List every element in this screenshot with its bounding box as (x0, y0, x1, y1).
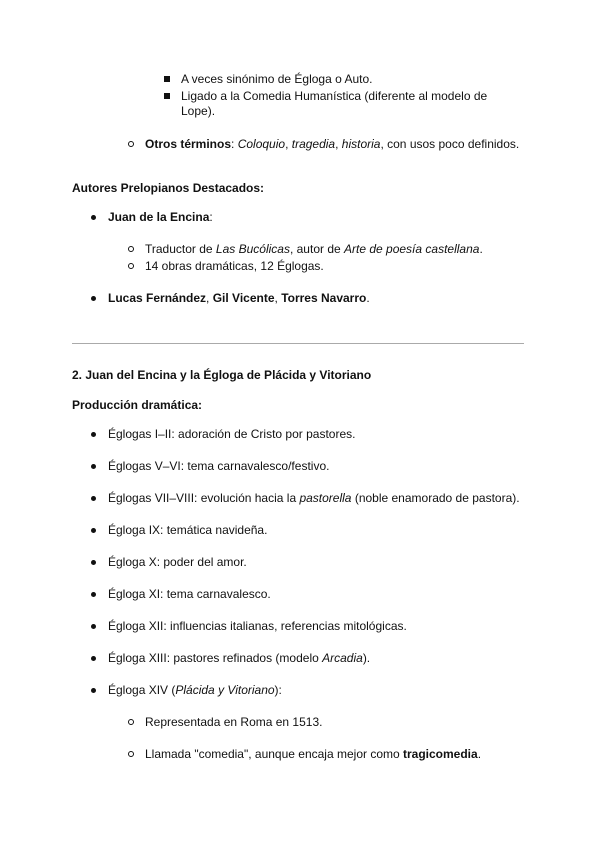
disc-bullet-icon (91, 688, 96, 693)
list-item: Representada en Roma en 1513. (145, 715, 323, 729)
disc-bullet-icon (91, 624, 96, 629)
disc-bullet-icon (91, 432, 96, 437)
disc-bullet-icon (91, 296, 96, 301)
circle-bullet-icon (128, 141, 134, 147)
section-title: 2. Juan del Encina y la Égloga de Plácida y Vitoriano (72, 368, 372, 382)
square-bullet-icon (164, 76, 170, 82)
list-item: Égloga IX: temática navideña. (108, 523, 268, 537)
list-item: Églogas VII–VIII: evolución hacia la pastorella (noble enamorado de pastora). (108, 491, 520, 505)
list-item: A veces sinónimo de Égloga o Auto. (181, 72, 373, 86)
list-item: Égloga XIII: pastores refinados (modelo Arcadia). (108, 651, 371, 665)
otros-terminos-item: Otros términos: Coloquio, tragedia, historia, con usos poco definidos. (145, 137, 520, 151)
circle-bullet-icon (128, 751, 134, 757)
disc-bullet-icon (91, 528, 96, 533)
list-item: Juan de la Encina: (108, 210, 213, 224)
square-bullet-icon (164, 93, 170, 99)
list-item: Traductor de Las Bucólicas, autor de Arte de poesía castellana. (145, 242, 483, 256)
list-item: Églogas V–VI: tema carnavalesco/festivo. (108, 459, 330, 473)
circle-bullet-icon (128, 263, 134, 269)
horizontal-divider (72, 343, 524, 344)
disc-bullet-icon (91, 464, 96, 469)
list-item: Égloga XII: influencias italianas, referencias mitológicas. (108, 619, 407, 633)
subheading: Producción dramática: (72, 398, 203, 412)
disc-bullet-icon (91, 560, 96, 565)
list-item: 14 obras dramáticas, 12 Églogas. (145, 259, 324, 273)
section-heading: Autores Prelopianos Destacados: (72, 181, 265, 195)
list-item: Églogas I–II: adoración de Cristo por pastores. (108, 427, 356, 441)
circle-bullet-icon (128, 246, 134, 252)
list-item: Égloga XI: tema carnavalesco. (108, 587, 271, 601)
list-item: Lucas Fernández, Gil Vicente, Torres Navarro. (108, 291, 370, 305)
disc-bullet-icon (91, 215, 96, 220)
disc-bullet-icon (91, 656, 96, 661)
disc-bullet-icon (91, 592, 96, 597)
list-item: Ligado a la Comedia Humanística (diferente al modelo de (181, 89, 488, 103)
list-item: Llamada "comedia", aunque encaja mejor como tragicomedia. (145, 747, 482, 761)
list-item-continuation: Lope). (181, 104, 216, 118)
list-item: Égloga XIV (Plácida y Vitoriano): (108, 683, 282, 697)
circle-bullet-icon (128, 719, 134, 725)
list-item: Égloga X: poder del amor. (108, 555, 247, 569)
disc-bullet-icon (91, 496, 96, 501)
